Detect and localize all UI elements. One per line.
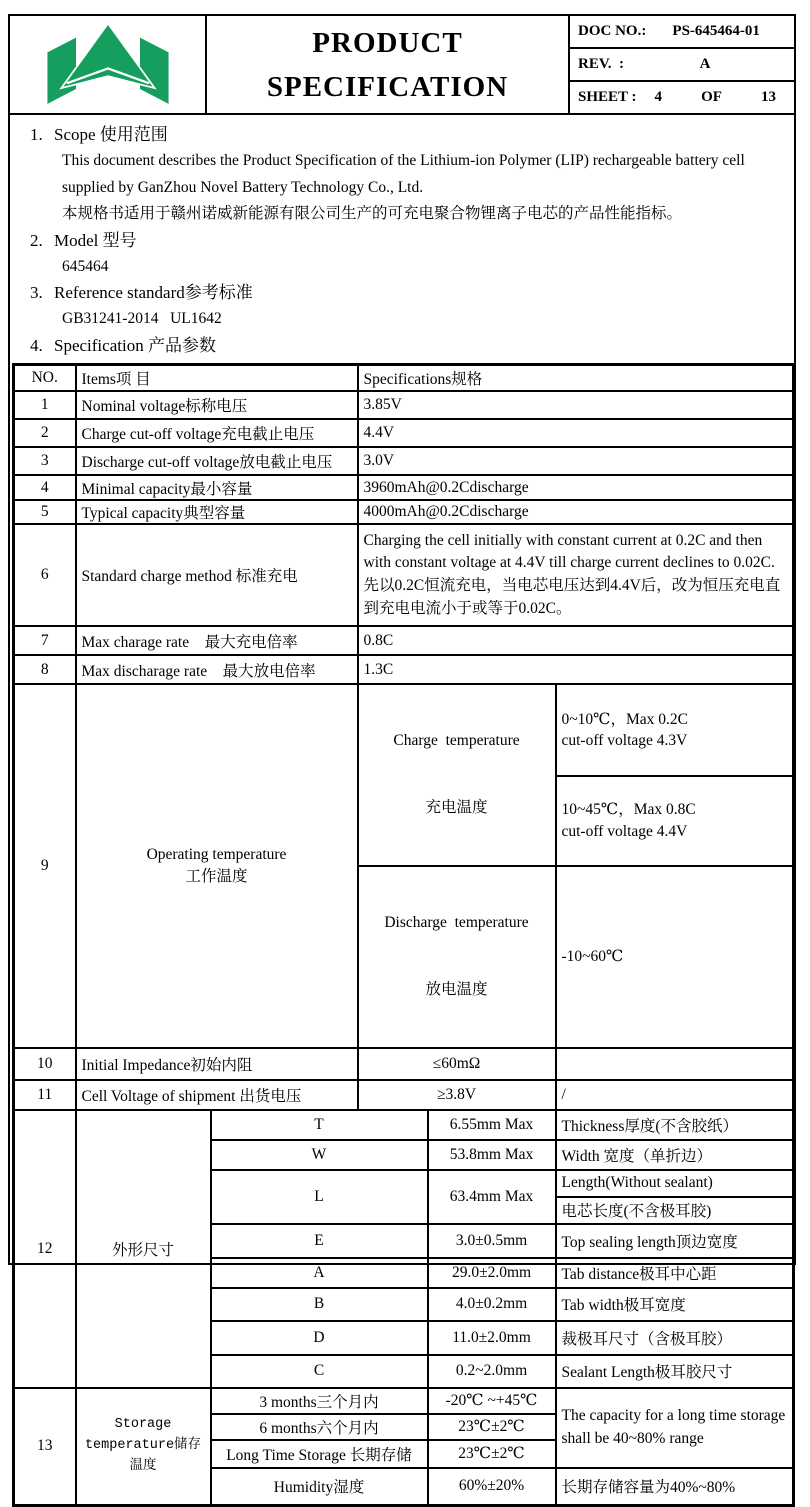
dim-desc: Width 宽度（单折边） bbox=[556, 1140, 794, 1170]
dimensions-label: 外形尺寸 bbox=[76, 1110, 211, 1388]
section-scope-heading: Scope 使用范围 bbox=[54, 122, 168, 148]
table-row bbox=[14, 626, 794, 655]
section-scope-number: 1. bbox=[22, 122, 54, 148]
row-value: 3960mAh@0.2Cdischarge bbox=[358, 475, 794, 500]
dim-value: 53.8mm Max bbox=[428, 1140, 556, 1170]
table-row bbox=[14, 475, 794, 500]
section-reference-number: 3. bbox=[22, 280, 54, 306]
table-row-storage bbox=[14, 1388, 794, 1414]
charge-method-zh: 先以0.2C恒流充电，当电芯电压达到4.4V后，改为恒压充电直到充电电流小于或等于0.02C。 bbox=[364, 574, 789, 621]
header bbox=[10, 16, 794, 115]
storage-label-line1: Storage bbox=[81, 1415, 206, 1436]
storage-period: 3 months三个月内 bbox=[211, 1388, 428, 1414]
sheet-row bbox=[570, 82, 794, 113]
section-specification-heading: Specification 产品参数 bbox=[54, 333, 216, 359]
scope-text-zh: 本规格书适用于赣州诺威新能源有限公司生产的可充电聚合物锂离子电芯的产品性能指标。 bbox=[62, 201, 784, 228]
col-header-no: NO. bbox=[14, 364, 76, 391]
row-item: Charge cut-off voltage充电截止电压 bbox=[76, 419, 358, 447]
row-note bbox=[556, 1048, 794, 1080]
scope-text-en-line1: This document describes the Product Specification of the Lithium-ion Polymer (LIP) rechargeable battery cell bbox=[62, 148, 784, 175]
storage-period: Long Time Storage 长期存储 bbox=[211, 1440, 428, 1468]
row-item: Nominal voltage标称电压 bbox=[76, 391, 358, 419]
row-value: 4000mAh@0.2Cdischarge bbox=[358, 500, 794, 524]
document-page bbox=[8, 14, 796, 1265]
row-no: 3 bbox=[14, 447, 76, 475]
dim-desc-en: Length(Without sealant) bbox=[556, 1170, 794, 1197]
sheet-values bbox=[637, 89, 787, 106]
row-no: 12 bbox=[14, 1110, 76, 1388]
row-no: 9 bbox=[14, 684, 76, 1048]
row-no: 4 bbox=[14, 475, 76, 500]
dim-value: 11.0±2.0mm bbox=[428, 1321, 556, 1355]
sheet-of: OF bbox=[701, 89, 722, 106]
dim-desc: Tab width极耳宽度 bbox=[556, 1288, 794, 1321]
doc-no-label: DOC NO.: bbox=[578, 23, 646, 40]
dim-value: 3.0±0.5mm bbox=[428, 1224, 556, 1258]
table-row bbox=[14, 655, 794, 684]
storage-note-en: The capacity for a long time storage shall be 40~80% range bbox=[556, 1388, 794, 1468]
section-model-number: 2. bbox=[22, 228, 54, 254]
row-value: 3.85V bbox=[358, 391, 794, 419]
charge-condition-1-range: 0~10℃，Max 0.2C bbox=[562, 709, 789, 731]
discharge-temperature-zh: 放电温度 bbox=[363, 979, 551, 1001]
row-item: Standard charge method 标准充电 bbox=[76, 524, 358, 626]
section-specification-number: 4. bbox=[22, 333, 54, 359]
row-no: 11 bbox=[14, 1080, 76, 1110]
charge-temperature-zh: 充电温度 bbox=[363, 797, 551, 819]
row-note: / bbox=[556, 1080, 794, 1110]
charge-method-en: Charging the cell initially with constant current at 0.2C and then with constant voltage at 4.4V till charge current declines to 0.02C. bbox=[364, 530, 789, 574]
row-value: ≥3.8V bbox=[358, 1080, 556, 1110]
table-row-dimension bbox=[14, 1110, 794, 1140]
row-value: 3.0V bbox=[358, 447, 794, 475]
section-reference-title bbox=[22, 280, 784, 306]
row-item: Max discharage rate 最大放电倍率 bbox=[76, 655, 358, 684]
charge-condition-2 bbox=[556, 776, 794, 865]
section-reference-body bbox=[62, 306, 784, 333]
row-item: Minimal capacity最小容量 bbox=[76, 475, 358, 500]
row-value: ≤60mΩ bbox=[358, 1048, 556, 1080]
dim-letter: W bbox=[211, 1140, 428, 1170]
table-header-row bbox=[14, 364, 794, 391]
section-scope-body bbox=[62, 148, 784, 228]
dim-value: 4.0±0.2mm bbox=[428, 1288, 556, 1321]
discharge-temperature-label bbox=[358, 866, 556, 1048]
row-no: 8 bbox=[14, 655, 76, 684]
section-model-title bbox=[22, 228, 784, 254]
dim-value: 6.55mm Max bbox=[428, 1110, 556, 1140]
operating-temperature-zh: 工作温度 bbox=[81, 866, 353, 888]
table-row-standard-charge bbox=[14, 524, 794, 626]
dim-letter: L bbox=[211, 1170, 428, 1224]
dim-value: 29.0±2.0mm bbox=[428, 1258, 556, 1288]
row-item: Cell Voltage of shipment 出货电压 bbox=[76, 1080, 358, 1110]
table-row-shipment-voltage bbox=[14, 1080, 794, 1110]
col-header-specs: Specifications规格 bbox=[358, 364, 794, 391]
charge-condition-1-cutoff: cut-off voltage 4.3V bbox=[562, 730, 789, 752]
row-no: 13 bbox=[14, 1388, 76, 1506]
table-row bbox=[14, 419, 794, 447]
rev-row bbox=[570, 49, 794, 82]
table-row bbox=[14, 500, 794, 524]
discharge-temperature-en: Discharge temperature bbox=[363, 912, 551, 934]
discharge-temperature-value: -10~60℃ bbox=[556, 866, 794, 1048]
row-no: 7 bbox=[14, 626, 76, 655]
dim-letter: D bbox=[211, 1321, 428, 1355]
row-item: Typical capacity典型容量 bbox=[76, 500, 358, 524]
storage-value: 23℃±2℃ bbox=[428, 1440, 556, 1468]
row-value: 1.3C bbox=[358, 655, 794, 684]
row-no: 1 bbox=[14, 391, 76, 419]
row-value bbox=[358, 524, 794, 626]
reference-standards-value: GB31241-2014 UL1642 bbox=[62, 306, 784, 333]
document-title-line2: SPECIFICATION bbox=[267, 65, 508, 109]
sheet-label: SHEET : bbox=[578, 89, 637, 106]
dim-letter: C bbox=[211, 1355, 428, 1388]
storage-value: 60%±20% bbox=[428, 1468, 556, 1506]
section-specification-title bbox=[22, 333, 784, 359]
document-title bbox=[205, 16, 570, 113]
row-item: Max charage rate 最大充电倍率 bbox=[76, 626, 358, 655]
section-model-body bbox=[62, 254, 784, 281]
storage-temperature-label bbox=[76, 1388, 211, 1506]
doc-no-value: PS-645464-01 bbox=[646, 23, 786, 40]
dim-desc-zh: 电芯长度(不含极耳胶) bbox=[556, 1197, 794, 1224]
row-no: 5 bbox=[14, 500, 76, 524]
dim-desc: Sealant Length极耳胶尺寸 bbox=[556, 1355, 794, 1388]
dim-desc: Tab distance极耳中心距 bbox=[556, 1258, 794, 1288]
table-row bbox=[14, 391, 794, 419]
operating-temperature-en: Operating temperature bbox=[81, 844, 353, 866]
row-value: 4.4V bbox=[358, 419, 794, 447]
section-reference-heading: Reference standard参考标准 bbox=[54, 280, 253, 306]
storage-label-line3: 温度 bbox=[81, 1457, 206, 1478]
dim-letter: B bbox=[211, 1288, 428, 1321]
operating-temperature-label bbox=[76, 684, 358, 1048]
company-logo-icon bbox=[45, 25, 171, 105]
row-item: Discharge cut-off voltage放电截止电压 bbox=[76, 447, 358, 475]
dim-value: 0.2~2.0mm bbox=[428, 1355, 556, 1388]
rev-label: REV. : bbox=[578, 56, 624, 73]
dim-value: 63.4mm Max bbox=[428, 1170, 556, 1224]
dim-letter: T bbox=[211, 1110, 428, 1140]
charge-condition-2-range: 10~45℃，Max 0.8C bbox=[562, 799, 789, 821]
sheet-total: 13 bbox=[761, 89, 776, 106]
row-value: 0.8C bbox=[358, 626, 794, 655]
row-item: Initial Impedance初始内阻 bbox=[76, 1048, 358, 1080]
company-logo bbox=[10, 16, 205, 113]
storage-label-line2: temperature储存 bbox=[81, 1436, 206, 1457]
dim-letter: E bbox=[211, 1224, 428, 1258]
row-no: 6 bbox=[14, 524, 76, 626]
table-row bbox=[14, 447, 794, 475]
storage-period: Humidity湿度 bbox=[211, 1468, 428, 1506]
table-row-initial-impedance bbox=[14, 1048, 794, 1080]
charge-condition-2-cutoff: cut-off voltage 4.4V bbox=[562, 821, 789, 843]
storage-period: 6 months六个月内 bbox=[211, 1414, 428, 1440]
doc-no-row bbox=[570, 16, 794, 49]
dim-desc: 裁极耳尺寸（含极耳胶） bbox=[556, 1321, 794, 1355]
charge-temperature-en: Charge temperature bbox=[363, 730, 551, 752]
scope-text-en-line2: supplied by GanZhou Novel Battery Technology Co., Ltd. bbox=[62, 175, 784, 202]
section-scope-title bbox=[22, 122, 784, 148]
table-row-operating-temperature bbox=[14, 684, 794, 776]
storage-value: -20℃ ~+45℃ bbox=[428, 1388, 556, 1414]
document-title-line1: PRODUCT bbox=[312, 21, 462, 65]
dim-desc: Thickness厚度(不含胶纸） bbox=[556, 1110, 794, 1140]
storage-note-zh: 长期存储容量为40%~80% bbox=[556, 1468, 794, 1506]
row-no: 10 bbox=[14, 1048, 76, 1080]
sheet-page: 4 bbox=[655, 89, 663, 106]
sections bbox=[10, 115, 794, 359]
dim-letter: A bbox=[211, 1258, 428, 1288]
row-no: 2 bbox=[14, 419, 76, 447]
section-model-heading: Model 型号 bbox=[54, 228, 137, 254]
rev-value: A bbox=[624, 56, 786, 73]
charge-temperature-label bbox=[358, 684, 556, 866]
charge-condition-1 bbox=[556, 684, 794, 776]
dim-desc: Top sealing length顶边宽度 bbox=[556, 1224, 794, 1258]
specification-table bbox=[12, 363, 795, 1507]
doc-info-box bbox=[570, 16, 794, 113]
col-header-items: Items项 目 bbox=[76, 364, 358, 391]
storage-value: 23℃±2℃ bbox=[428, 1414, 556, 1440]
model-number-value: 645464 bbox=[62, 254, 784, 281]
